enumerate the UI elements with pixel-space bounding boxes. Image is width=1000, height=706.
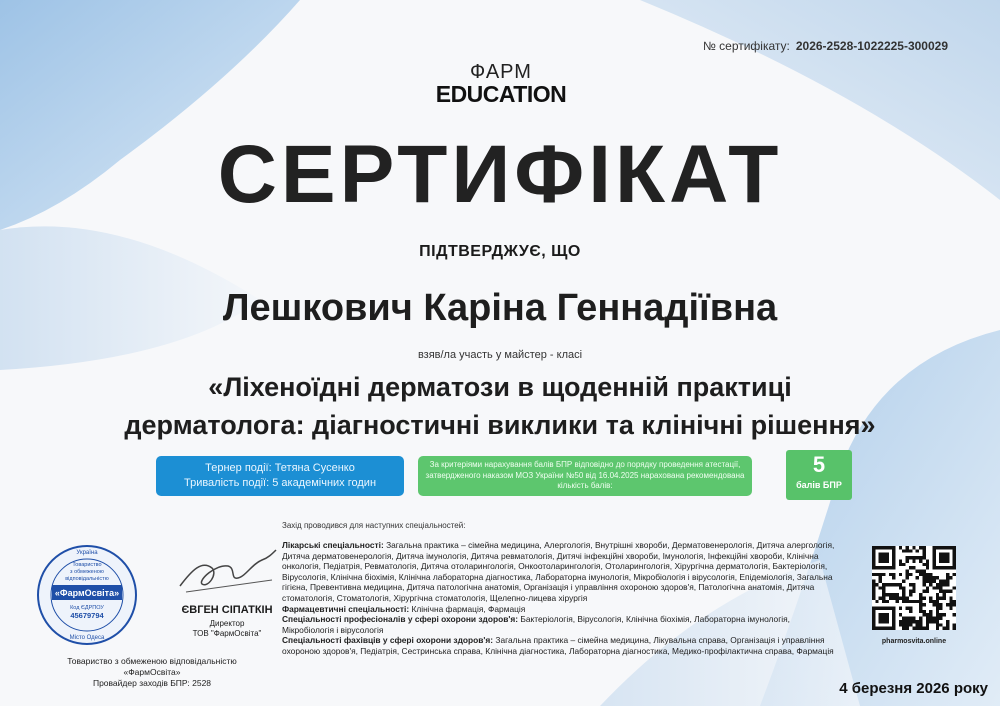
certificate-date: 4 березня 2026 року	[839, 680, 988, 697]
signer-role: Директор	[209, 619, 245, 628]
criteria-box	[418, 456, 752, 496]
course-title-line1: «Ліхеноїдні дерматози в щоденній практиці	[208, 372, 792, 402]
prof-label: Спеціальності професіоналів у сфері охорони здоров'я:	[282, 614, 519, 625]
participation-text: взяв/ла участь у майстер - класі	[417, 349, 583, 361]
organization-info	[52, 656, 252, 689]
company-seal	[36, 544, 138, 646]
specialties-list	[282, 540, 842, 657]
signer-block	[172, 540, 282, 650]
signer-company: ТОВ "ФармОсвіта"	[192, 629, 262, 638]
prof-text: Бактеріологія, Вірусологія, Клінічна біохімія, Лабораторна імунологія, Мікробіологія і вірусологія	[282, 614, 790, 635]
signature-icon	[172, 540, 282, 604]
medical-label: Лікарські спеціальності:	[282, 540, 384, 550]
org-line2: «ФармОсвіта»	[123, 667, 181, 677]
pharma-text: Клінічна фармація, Фармація	[411, 603, 526, 614]
seal-line3: відповідальністю	[65, 576, 109, 582]
seal-line2: з обмеженою	[70, 569, 104, 575]
trainer-text: Тернер події: Тетяна Сусенко	[205, 462, 355, 474]
farm-education-logo	[426, 62, 576, 106]
certificate-number-label: № сертифікату:	[702, 39, 790, 53]
points-value: 5	[812, 452, 826, 477]
confirms-text: ПІДТВЕРДЖУЄ, ЩО	[419, 243, 581, 260]
trainer-box	[156, 456, 404, 496]
points-label: балів БПР	[796, 480, 842, 490]
signer-name: ЄВГЕН СІПАТКІН	[181, 604, 273, 616]
signer-role-block	[172, 619, 282, 639]
points-box	[786, 450, 852, 500]
qr-code-icon	[872, 546, 956, 630]
org-line3: Провайдер заходів БПР: 2528	[92, 678, 212, 688]
seal-name: «ФармОсвіта»	[54, 588, 120, 598]
certificate-title: СЕРТИФІКАТ	[217, 129, 783, 220]
seal-line1: Товариство	[72, 562, 102, 568]
expert-label: Спеціальності фахівців у сфері охорони здоров'я:	[282, 635, 494, 646]
duration-text: Тривалість події: 5 академічних годин	[183, 477, 377, 489]
org-line1: Товариство з обмеженою відповідальністю	[67, 656, 237, 666]
expert-text: Загальна практика – сімейна медицина, Лікувальна справа, Організація і управління охороною здоров'я, Педіатрія, Сестринська справа, Клінічна діагностика, Лабораторна діагностика, Медико-профілактична справа, Фармація	[282, 635, 834, 656]
qr-label: pharmosvita.online	[881, 638, 947, 645]
logo-line2: EDUCATION	[435, 81, 567, 107]
pharma-label: Фармацевтичні спеціальності:	[282, 603, 410, 614]
seal-top: Україна	[76, 550, 98, 556]
course-title-line2: дерматолога: діагностичні виклики та клінічні рішення»	[124, 410, 876, 440]
participant-name: Лешкович Каріна Геннадіївна	[222, 287, 778, 329]
specialties-intro: Захід проводився для наступних спеціальностей:	[282, 521, 466, 530]
certificate-number-value: 2026-2528-1022225-300029	[795, 39, 948, 53]
logo-line1: ФАРМ	[470, 61, 532, 83]
certificate-number	[703, 39, 948, 53]
criteria-text: За критеріями нарахування балів БПР відповідно до порядку проведення атестації, затвердженого наказом МОЗ України №50 від 16.04.2025 нарахована рекомендована кількість балів:	[425, 460, 745, 490]
seal-city: Місто Одеса	[69, 635, 105, 641]
medical-text: Загальна практика – сімейна медицина, Алергологія, Внутрішні хвороби, Дерматовенерологія, Дитяча алергологія, Дитяча дерматовенерологія, Дитяча імунологія, Дитяча ревматологія, Дитячі інфекційні хвороби, Імунологія, Інфекційні хвороби, Клінічна онкологія, Педіатрія, Ревматологія, Дитяча отоларингологія, Онкоотоларингологія, Отоларингологія, Хірургічна дерматологія, Бактеріологія, Вірусологія, Клінічна біохімія, Клінічна лабораторна діагностика, Лабораторна імунологія, Мікробіологія і вірусологія, Епідеміологія, Загальна гігієна, Превентивна медицина, Дитяча патологічна анатомія, Організація і управління охороною здоров'я, Патологічна анатомія, Дитяча стоматологія, Стоматологія, Хірургічна стоматологія, Щелепно-лицева хірургія	[282, 540, 835, 603]
seal-code: 45679794	[70, 611, 104, 620]
course-title	[40, 368, 960, 444]
seal-code-label: Код ЄДРПОУ	[70, 605, 104, 611]
